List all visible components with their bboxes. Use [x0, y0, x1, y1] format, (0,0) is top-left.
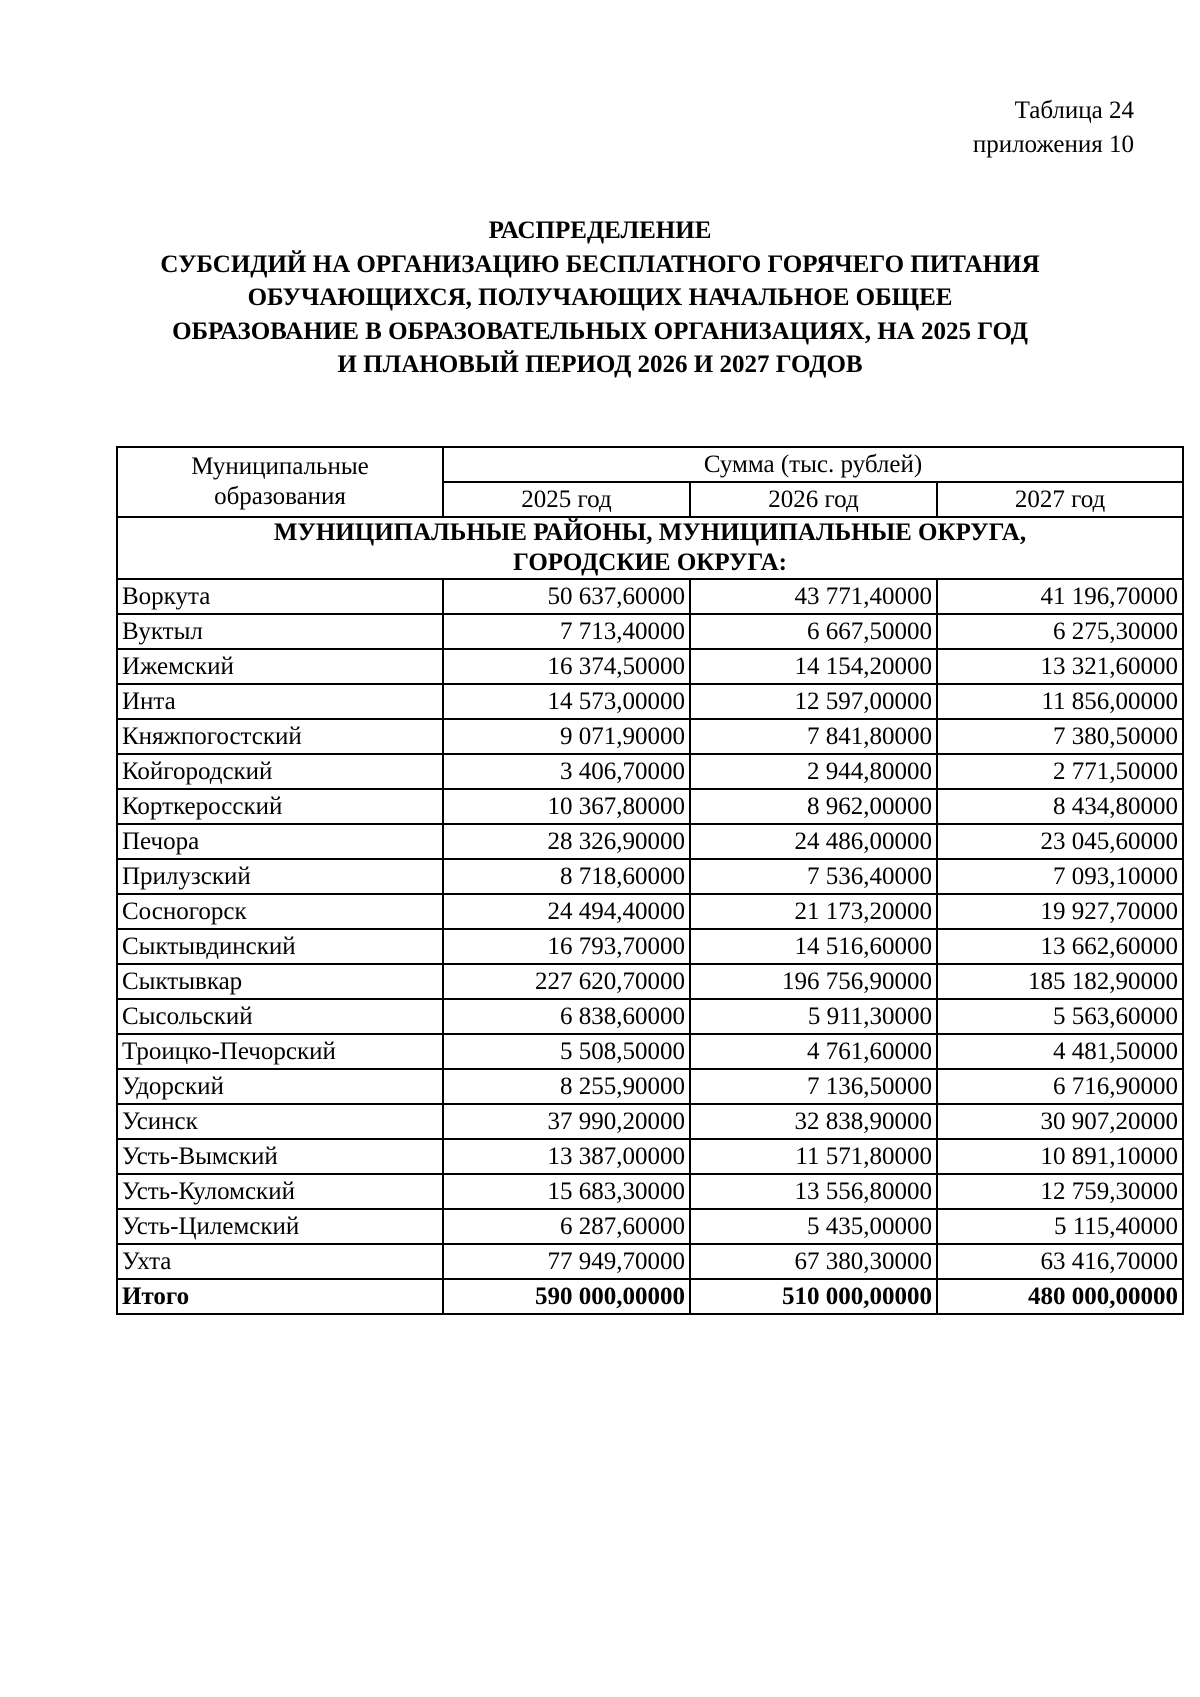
municipality-name: Усть-Куломский: [117, 1174, 443, 1209]
amount-2025: 227 620,70000: [443, 964, 690, 999]
reference-appendix: приложения 10: [972, 131, 1134, 158]
title-line-5: И ПЛАНОВЫЙ ПЕРИОД 2026 И 2027 ГОДОВ: [337, 351, 863, 378]
amount-2025: 13 387,00000: [443, 1139, 690, 1174]
municipality-name: Инта: [117, 684, 443, 719]
amount-2025: 28 326,90000: [443, 824, 690, 859]
amount-2027: 12 759,30000: [937, 1174, 1183, 1209]
amount-2025: 6 287,60000: [443, 1209, 690, 1244]
municipality-name: Прилузский: [117, 859, 443, 894]
year-2027-header: 2027 год: [937, 482, 1183, 517]
amount-2025: 5 508,50000: [443, 1034, 690, 1069]
table-row: [117, 1104, 1183, 1139]
municipality-name: Сысольский: [117, 999, 443, 1034]
table-row: [117, 964, 1183, 999]
title-line-2: СУБСИДИЙ НА ОРГАНИЗАЦИЮ БЕСПЛАТНОГО ГОРЯЧЕГО ПИТАНИЯ: [160, 250, 1040, 278]
amount-2026: 196 756,90000: [690, 964, 937, 999]
document-title: [100, 214, 1100, 382]
year-2025-header: 2025 год: [443, 482, 690, 517]
municipality-name: Сосногорск: [117, 894, 443, 929]
table-row: [117, 754, 1183, 789]
table-row: [117, 1034, 1183, 1069]
amount-2027: 30 907,20000: [937, 1104, 1183, 1139]
amount-2026: 32 838,90000: [690, 1104, 937, 1139]
amount-2027: 13 321,60000: [937, 649, 1183, 684]
municipality-name: Сыктывкар: [117, 964, 443, 999]
amount-2027: 11 856,00000: [937, 684, 1183, 719]
header-row-1: [117, 447, 1183, 482]
municipality-name: Корткеросский: [117, 789, 443, 824]
amount-2026: 7 136,50000: [690, 1069, 937, 1104]
municipality-name: Усть-Вымский: [117, 1139, 443, 1174]
amount-2025: 3 406,70000: [443, 754, 690, 789]
table-row: [117, 1139, 1183, 1174]
amount-2026: 14 516,60000: [690, 929, 937, 964]
table-row: [117, 929, 1183, 964]
amount-2025: 77 949,70000: [443, 1244, 690, 1279]
amount-2027: 7 380,50000: [937, 719, 1183, 754]
table-row: [117, 1069, 1183, 1104]
amount-2025: 9 071,90000: [443, 719, 690, 754]
municipality-name: Койгородский: [117, 754, 443, 789]
amount-2027: 6 275,30000: [937, 614, 1183, 649]
total-amount-2025: 590 000,00000: [443, 1279, 690, 1314]
amount-2027: 41 196,70000: [937, 579, 1183, 614]
table-row: [117, 614, 1183, 649]
amount-2026: 4 761,60000: [690, 1034, 937, 1069]
amount-2026: 7 841,80000: [690, 719, 937, 754]
municipality-name: Ижемский: [117, 649, 443, 684]
section-header-row: [117, 517, 1183, 579]
amount-2025: 15 683,30000: [443, 1174, 690, 1209]
amount-2025: 6 838,60000: [443, 999, 690, 1034]
amount-2027: 63 416,70000: [937, 1244, 1183, 1279]
section-header: [117, 517, 1183, 579]
amount-2025: 8 255,90000: [443, 1069, 690, 1104]
table-row: [117, 894, 1183, 929]
amount-2025: 16 793,70000: [443, 929, 690, 964]
amount-2025: 37 990,20000: [443, 1104, 690, 1139]
amount-2027: 2 771,50000: [937, 754, 1183, 789]
amount-2026: 8 962,00000: [690, 789, 937, 824]
municipality-name: Троицко-Печорский: [117, 1034, 443, 1069]
table-row: [117, 684, 1183, 719]
amount-2027: 5 115,40000: [937, 1209, 1183, 1244]
amount-2025: 24 494,40000: [443, 894, 690, 929]
total-amount-2026: 510 000,00000: [690, 1279, 937, 1314]
table-row: [117, 649, 1183, 684]
amount-2027: 10 891,10000: [937, 1139, 1183, 1174]
amount-2026: 21 173,20000: [690, 894, 937, 929]
municipality-name: Воркута: [117, 579, 443, 614]
municipality-name: Сыктывдинский: [117, 929, 443, 964]
amount-2025: 7 713,40000: [443, 614, 690, 649]
amount-2027: 19 927,70000: [937, 894, 1183, 929]
amount-2025: 50 637,60000: [443, 579, 690, 614]
municipality-name: Удорский: [117, 1069, 443, 1104]
section-header-line-2: ГОРОДСКИЕ ОКРУГА:: [513, 549, 787, 576]
amount-2026: 67 380,30000: [690, 1244, 937, 1279]
title-line-3: ОБУЧАЮЩИХСЯ, ПОЛУЧАЮЩИХ НАЧАЛЬНОЕ ОБЩЕЕ: [247, 284, 953, 311]
sum-header: Сумма (тыс. рублей): [443, 447, 1183, 482]
municipality-header-line-1: Муниципальные: [191, 453, 369, 480]
title-line-4: ОБРАЗОВАНИЕ В ОБРАЗОВАТЕЛЬНЫХ ОРГАНИЗАЦИЯХ, НА 2025 ГОД: [172, 317, 1028, 345]
total-amount-2027: 480 000,00000: [937, 1279, 1183, 1314]
table-row: [117, 859, 1183, 894]
table-row: [117, 1244, 1183, 1279]
total-municipality-name: Итого: [117, 1279, 443, 1314]
total-row: [117, 1279, 1183, 1314]
amount-2027: 5 563,60000: [937, 999, 1183, 1034]
municipality-name: Усть-Цилемский: [117, 1209, 443, 1244]
municipality-name: Усинск: [117, 1104, 443, 1139]
table-reference: [973, 94, 1134, 162]
amount-2027: 8 434,80000: [937, 789, 1183, 824]
subsidy-distribution-table: [116, 446, 1184, 1315]
municipality-name: Ухта: [117, 1244, 443, 1279]
municipality-header-line-2: образования: [214, 483, 346, 510]
amount-2026: 13 556,80000: [690, 1174, 937, 1209]
amount-2025: 8 718,60000: [443, 859, 690, 894]
table-row: [117, 999, 1183, 1034]
amount-2027: 6 716,90000: [937, 1069, 1183, 1104]
amount-2026: 43 771,40000: [690, 579, 937, 614]
year-2026-header: 2026 год: [690, 482, 937, 517]
table-row: [117, 1209, 1183, 1244]
amount-2027: 4 481,50000: [937, 1034, 1183, 1069]
amount-2026: 24 486,00000: [690, 824, 937, 859]
amount-2026: 6 667,50000: [690, 614, 937, 649]
title-line-1: РАСПРЕДЕЛЕНИЕ: [488, 217, 712, 244]
amount-2027: 13 662,60000: [937, 929, 1183, 964]
amount-2026: 11 571,80000: [690, 1139, 937, 1174]
amount-2026: 5 435,00000: [690, 1209, 937, 1244]
amount-2025: 16 374,50000: [443, 649, 690, 684]
amount-2026: 12 597,00000: [690, 684, 937, 719]
amount-2027: 23 045,60000: [937, 824, 1183, 859]
table-row: [117, 579, 1183, 614]
municipality-name: Печора: [117, 824, 443, 859]
section-header-line-1: МУНИЦИПАЛЬНЫЕ РАЙОНЫ, МУНИЦИПАЛЬНЫЕ ОКРУГА,: [273, 519, 1027, 546]
table-row: [117, 719, 1183, 754]
amount-2027: 185 182,90000: [937, 964, 1183, 999]
table-row: [117, 789, 1183, 824]
amount-2026: 2 944,80000: [690, 754, 937, 789]
amount-2026: 5 911,30000: [690, 999, 937, 1034]
amount-2027: 7 093,10000: [937, 859, 1183, 894]
municipality-name: Вуктыл: [117, 614, 443, 649]
amount-2025: 10 367,80000: [443, 789, 690, 824]
reference-table-number: Таблица 24: [1014, 97, 1134, 124]
table-row: [117, 1174, 1183, 1209]
table-row: [117, 824, 1183, 859]
amount-2026: 14 154,20000: [690, 649, 937, 684]
amount-2025: 14 573,00000: [443, 684, 690, 719]
municipality-name: Княжпогостский: [117, 719, 443, 754]
municipality-header: [117, 447, 443, 517]
amount-2026: 7 536,40000: [690, 859, 937, 894]
